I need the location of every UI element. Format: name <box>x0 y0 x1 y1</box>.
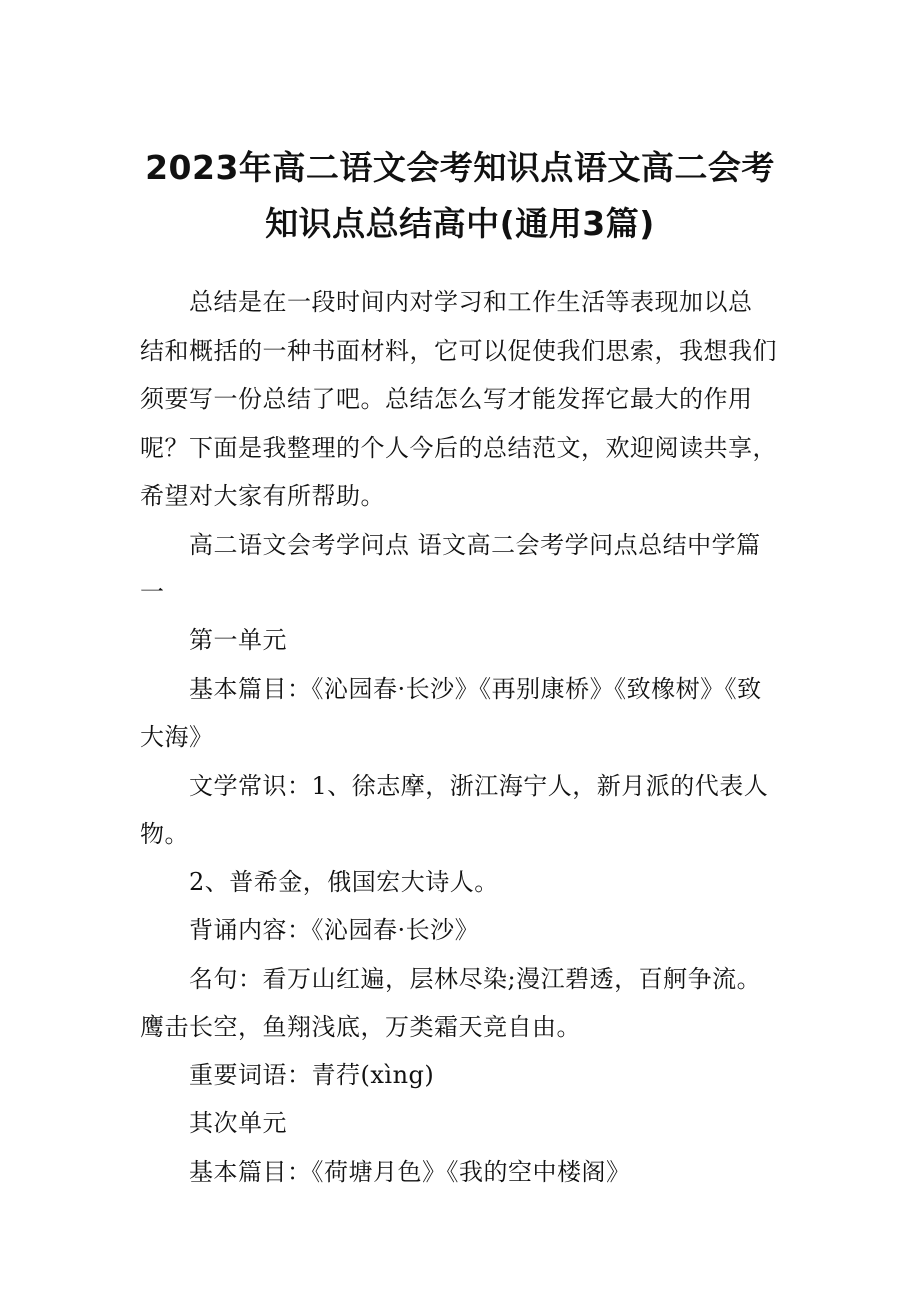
paragraph-line: 结和概括的一种书面材料，它可以促使我们思索，我想我们 <box>140 337 777 365</box>
paragraph-line: 名句：看万山红遍，层林尽染;漫江碧透，百舸争流。 <box>189 965 762 993</box>
paragraph-line: 物。 <box>140 820 189 848</box>
paragraph-line: 文学常识：1、徐志摩，浙江海宁人，新月派的代表人 <box>189 772 769 800</box>
section-heading-line: 一 <box>140 578 165 606</box>
paragraph-line: 重要词语：青荇(xìng) <box>189 1061 435 1089</box>
paragraph-line: 呢？下面是我整理的个人今后的总结范文，欢迎阅读共享， <box>140 434 777 462</box>
paragraph-line: 基本篇目：《沁园春·长沙》《再别康桥》《致橡树》《致 <box>189 675 762 703</box>
paragraph-line: 基本篇目：《荷塘月色》《我的空中楼阁》 <box>189 1158 631 1186</box>
paragraph-line: 鹰击长空，鱼翔浅底，万类霜天竞自由。 <box>140 1013 581 1041</box>
paragraph-line: 2、普希金，俄国宏大诗人。 <box>189 868 499 896</box>
paragraph-line: 背诵内容：《沁园春·长沙》 <box>189 916 480 944</box>
unit-heading: 第一单元 <box>189 626 287 654</box>
document-title-line-1: 2023年高二语文会考知识点语文高二会考 <box>145 148 775 187</box>
paragraph-line: 总结是在一段时间内对学习和工作生活等表现加以总 <box>189 288 753 316</box>
section-heading-line: 高二语文会考学问点 语文高二会考学问点总结中学篇 <box>189 531 761 559</box>
document-title-line-2: 知识点总结高中(通用3篇) <box>265 204 655 243</box>
paragraph-line: 须要写一份总结了吧。总结怎么写才能发挥它最大的作用 <box>140 385 753 413</box>
unit-heading: 其次单元 <box>189 1109 287 1137</box>
paragraph-line: 希望对大家有所帮助。 <box>140 482 385 510</box>
paragraph-line: 大海》 <box>140 723 214 751</box>
